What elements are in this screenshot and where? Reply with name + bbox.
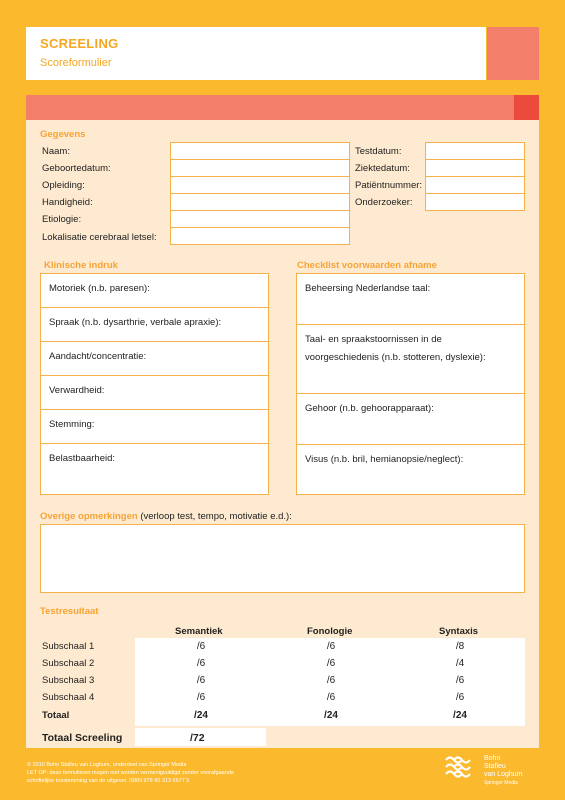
form-subtitle: Scoreformulier: [40, 57, 112, 69]
logo-line-2: Stafleu: [484, 763, 506, 770]
label-opleiding: Opleiding:: [42, 180, 85, 191]
spraak-box[interactable]: [40, 307, 269, 342]
stemming-label: Stemming:: [49, 419, 95, 430]
gehoor-box[interactable]: [296, 393, 525, 445]
naam-field[interactable]: [170, 142, 350, 160]
label-geboortedatum: Geboortedatum:: [42, 163, 111, 174]
label-patientnummer: Patiëntnummer:: [355, 180, 423, 191]
belastbaarheid-label: Belastbaarheid:: [49, 453, 116, 464]
cell-subschaal-3-syntaxis: /6: [455, 675, 465, 686]
label-lokalisatie: Lokalisatie cerebraal letsel:: [42, 232, 157, 243]
color-band: [26, 95, 514, 120]
publisher-logo-text: [484, 755, 523, 787]
header-accent-block: [487, 27, 539, 80]
taalstoornissen-label-line1: Taal- en spraakstoornissen in de: [305, 334, 442, 345]
opmerkingen-heading-row: [40, 511, 292, 522]
section-heading-klinische-indruk: Klinische indruk: [44, 260, 118, 271]
testdatum-field[interactable]: [425, 142, 525, 160]
belastbaarheid-box[interactable]: [40, 443, 269, 495]
cell-totaal-semantiek: /24: [194, 710, 208, 721]
color-band-dark: [514, 95, 539, 120]
cell-totaal-fonologie: /24: [324, 710, 338, 721]
row-label-totaal-screeling: Totaal Screeling: [42, 732, 123, 744]
footer-line-3: schriftelijke toestemming van de uitgever. ISBN 978 90 313 6677 5: [27, 778, 190, 784]
opleiding-field[interactable]: [170, 176, 350, 194]
cell-totaal-syntaxis: /24: [453, 710, 467, 721]
cell-subschaal-1-semantiek: /6: [196, 641, 206, 652]
patientnummer-field[interactable]: [425, 176, 525, 194]
taalstoornissen-label-line2: voorgeschiedenis (n.b. stotteren, dyslexie):: [305, 352, 486, 363]
verwardheid-box[interactable]: [40, 375, 269, 410]
row-label-subschaal-3: Subschaal 3: [42, 675, 95, 686]
lokalisatie-field[interactable]: [170, 227, 350, 245]
column-header-semantiek: Semantiek: [175, 626, 223, 637]
logo-line-1: Bohn: [484, 755, 501, 762]
visus-box[interactable]: [296, 444, 525, 495]
cell-subschaal-4-semantiek: /6: [196, 692, 206, 703]
row-label-totaal: Totaal: [42, 710, 70, 721]
footer-line-2: LET OP: deze formulieren mogen niet worden vermenigvuldigd zonder voorafgaande: [27, 770, 234, 776]
label-onderzoeker: Onderzoeker:: [355, 197, 413, 208]
section-heading-opmerkingen: Overige opmerkingen: [40, 511, 138, 522]
aandacht-box[interactable]: [40, 341, 269, 376]
logo-line-3: van Loghum: [484, 771, 523, 778]
footer-line-1: © 2010 Bohn Stafleu van Loghum, onderdeel van Springer Media: [27, 762, 187, 768]
aandacht-label: Aandacht/concentratie:: [49, 351, 147, 362]
label-etiologie: Etiologie:: [42, 214, 82, 225]
cell-subschaal-3-fonologie: /6: [326, 675, 336, 686]
column-header-syntaxis: Syntaxis: [439, 626, 479, 637]
form-title: SCREELING: [40, 36, 119, 51]
nederlandse-taal-box[interactable]: [296, 273, 525, 325]
section-heading-testresultaat: Testresultaat: [40, 606, 99, 617]
label-naam: Naam:: [42, 146, 70, 157]
logo-line-4: Springer Media: [484, 780, 518, 786]
nederlandse-taal-label: Beheersing Nederlandse taal:: [305, 283, 431, 294]
spraak-label: Spraak (n.b. dysarthrie, verbale apraxie):: [49, 317, 222, 328]
cell-subschaal-1-syntaxis: /8: [455, 641, 465, 652]
opmerkingen-note: (verloop test, tempo, motivatie e.d.):: [140, 511, 292, 522]
ziektedatum-field[interactable]: [425, 159, 525, 177]
label-handigheid: Handigheid:: [42, 197, 93, 208]
cell-subschaal-4-syntaxis: /6: [455, 692, 465, 703]
onderzoeker-field[interactable]: [425, 193, 525, 211]
footer-copyright: [27, 761, 234, 785]
cell-subschaal-4-fonologie: /6: [326, 692, 336, 703]
taalstoornissen-box[interactable]: [296, 324, 525, 394]
visus-label: Visus (n.b. bril, hemianopsie/neglect):: [305, 454, 464, 465]
cell-subschaal-2-semantiek: /6: [196, 658, 206, 669]
stemming-box[interactable]: [40, 409, 269, 444]
label-ziektedatum: Ziektedatum:: [355, 163, 410, 174]
publisher-logo-icon: [442, 752, 472, 782]
etiologie-field[interactable]: [170, 210, 350, 228]
row-label-subschaal-1: Subschaal 1: [42, 641, 95, 652]
motoriek-box[interactable]: [40, 273, 269, 308]
label-testdatum: Testdatum:: [355, 146, 402, 157]
opmerkingen-textarea[interactable]: [40, 524, 525, 593]
cell-subschaal-2-fonologie: /6: [326, 658, 336, 669]
cell-subschaal-2-syntaxis: /4: [455, 658, 465, 669]
header-box: [26, 27, 486, 80]
handigheid-field[interactable]: [170, 193, 350, 211]
geboortedatum-field[interactable]: [170, 159, 350, 177]
totaal-screeling-value: /72: [190, 732, 205, 744]
row-label-subschaal-2: Subschaal 2: [42, 658, 95, 669]
gehoor-label: Gehoor (n.b. gehoorapparaat):: [305, 403, 434, 414]
motoriek-label: Motoriek (n.b. paresen):: [49, 283, 150, 294]
section-heading-gegevens: Gegevens: [40, 129, 86, 140]
row-label-subschaal-4: Subschaal 4: [42, 692, 95, 703]
column-header-fonologie: Fonologie: [307, 626, 353, 637]
cell-subschaal-1-fonologie: /6: [326, 641, 336, 652]
section-heading-checklist: Checklist voorwaarden afname: [297, 260, 437, 271]
cell-subschaal-3-semantiek: /6: [196, 675, 206, 686]
verwardheid-label: Verwardheid:: [49, 385, 105, 396]
